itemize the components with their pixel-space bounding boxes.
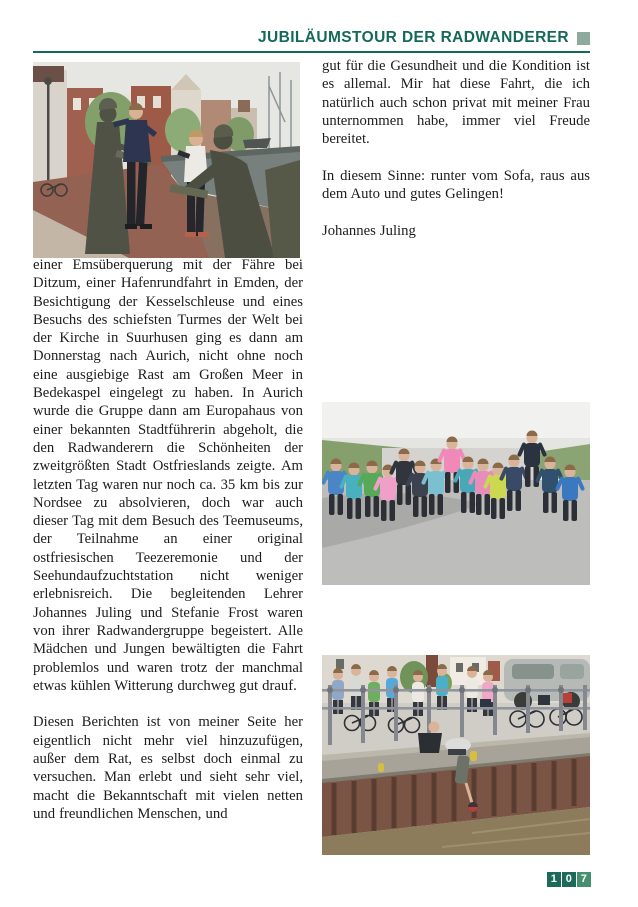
page-number-digit-2: 0 xyxy=(562,872,576,887)
page-header xyxy=(33,29,590,47)
left-paragraph-1: einer Emsüberquerung mit der Fähre bei Ditzum, einer Hafenrundfahrt in Emden, der Besichtigung der Kesselschleuse und eines Besuchs des schiefsten Turmes der Welt bei der Kirche in Suurhusen ging es dann am Donnerstag nach Aurich, nicht ohne noch eine ausgiebige Rast am Großen Meer in Bedekaspel eingelegt zu haben. In Aurich wurde die Gruppe dann am Europahaus von einer bekannten Stadtführerin abgeholt, die den Radwanderern die Schönheiten der zweitgrößten Stadt Ostfrieslands zeigte. Am letzten Tag waren nur noch ca. 35 km bis zur Nordsee zu absolvieren, doch war auch dieser Tag mit dem Besuch des Teemuseums, der Teilnahme an einer original ostfriesischen Teezeremonie und der Seehundaufzuchtstation nicht weniger erlebnisreich. Die begleitenden Lehrer Johannes Juling und Stefanie Frost waren von ihrer Radwandergruppe begeistert. Alle Mädchen und Jungen bewältigten die Fahrt problemlos und waren trotz der manchmal etwas kühlen Witterung durchweg gut drauf. xyxy=(33,257,303,694)
photo-jumping-group xyxy=(322,402,590,585)
left-text-column xyxy=(33,256,303,823)
photo-quay-rescue xyxy=(322,655,590,855)
page-number-digit-1: 1 xyxy=(547,872,561,887)
yellow-bollard-2 xyxy=(378,763,384,772)
author-signature: Johannes Juling xyxy=(322,222,416,239)
photo-harbor-statues xyxy=(33,62,300,258)
page-number xyxy=(547,872,591,887)
right-text-column xyxy=(322,57,590,240)
left-paragraph-2: Diesen Berichten ist von meiner Seite her eigentlich nicht mehr viel hinzuzufügen, außer dem Rat, es selbst doch einmal zu versuchen. Man erlebt und sieht sehr viel, macht die Bekanntschaft mit vielen netten und freundlichen Menschen, und xyxy=(33,714,303,822)
header-square-ornament xyxy=(577,32,590,45)
page-number-digit-3: 7 xyxy=(577,872,591,887)
right-paragraph-2: In diesem Sinne: runter vom Sofa, raus aus dem Auto und gutes Gelingen! xyxy=(322,167,590,203)
right-paragraph-1: gut für die Gesundheit und die Kondition ist es allemal. Mir hat diese Fahrt, die ich natürlich auch schon privat mit meiner Frau unternommen habe, immer viel Freude bereitet. xyxy=(322,58,590,148)
yellow-bollard xyxy=(470,751,477,761)
header-rule xyxy=(33,51,590,53)
page-title: JUBILÄUMSTOUR DER RADWANDERER xyxy=(258,29,569,46)
